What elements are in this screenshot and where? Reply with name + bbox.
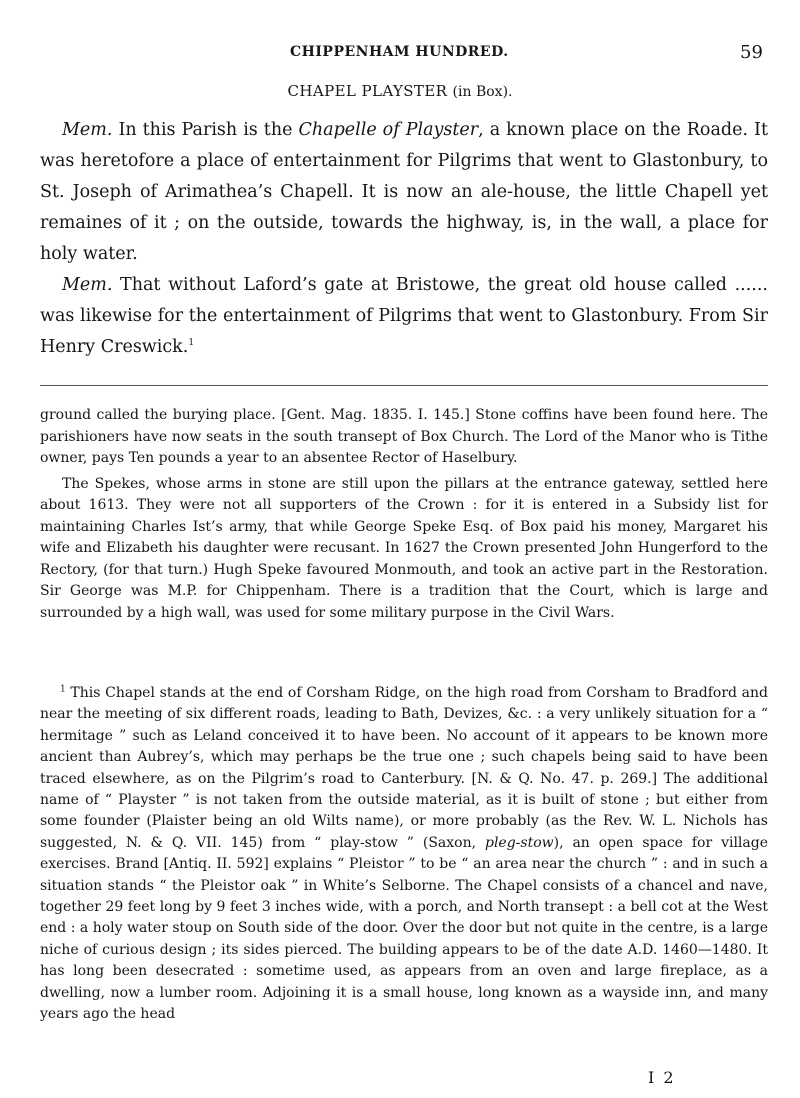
paragraph-text: In this Parish is the	[112, 120, 299, 140]
running-title: CHIPPENHAM HUNDRED.	[290, 44, 509, 60]
separator-rule	[40, 385, 768, 386]
running-head	[0, 44, 800, 68]
note-paragraph: ground called the burying place. [Gent. Mag. 1835. I. 145.] Stone coffins have been found here. The parishioners have now seats in the south transept of Box Church. The Lord of the Manor who is Tithe owner, pays Ten pounds a year to an absentee Rector of Haselbury.	[40, 407, 768, 466]
footnote-reference: 1	[188, 338, 195, 349]
memorandum-paragraph	[40, 115, 768, 270]
page-number: 59	[740, 42, 763, 63]
footnote-text: ), an open space for village exercises. Brand [Antiq. II. 592] explains “ Pleistor ” to be “ an area near the church ” : and in such a situation stands “ the Pleistor oak ” in White’s Selborne. The Chapel consists of a chancel and nave, together 29 feet long by 9 feet 3 inches wide, with a porch, and North transept : a bell cot at the West end : a holy water stoup on South side of the door. Over the door but not quite in the centre, is a large niche of curious design ; its sides pierced. The building appears to be of the date A.D. 1460—1480. It has long been desecrated : sometime used, as appears from an oven and large fireplace, as a dwelling, now a lumber room. Adjoining it is a small house, long known as a wayside inn, and many years ago the head	[40, 834, 769, 1023]
section-subtitle: (in Box).	[452, 84, 513, 100]
main-text	[40, 115, 768, 363]
footnote-mark: 1	[60, 684, 66, 695]
footnote-text: This Chapel stands at the end of Corsham Ridge, on the high road from Corsham to Bradford and near the meeting of six different roads, leading to Bath, Devizes, &c. : a very unlikely situation for a “ hermitage ” such as Leland conceived it to have been. No account of it appears to be known more ancient than Aubrey’s, which may perhaps be the true one ; such chapels being said to have been traced elsewhere, as on the Pilgrim’s road to Canterbury. [N. & Q. No. 47. p. 269.] The additional name of “ Playster ” is not taken from the outside material, as it is built of stone ; but either from some founder (Plaister being an old Wilts name), or more probably (as the Rev. W. L. Nichols has suggested, N. & Q. VII. 145) from “ play-stow ” (Saxon,	[40, 685, 768, 851]
mem-label: Mem.	[62, 120, 113, 140]
continued-note	[40, 405, 768, 624]
section-title	[0, 82, 800, 100]
paragraph-text: That without Laford’s gate at Bristowe, the great old house called ...... was likewise for the entertainment of Pilgrims that went to Glastonbury. From Sir Henry Creswick.	[40, 275, 768, 357]
signature-mark: I 2	[648, 1068, 676, 1087]
footnote	[40, 683, 768, 1026]
footnote-paragraph	[40, 683, 768, 1026]
paragraph-text: , a known place on the Roade. It was heretofore a place of entertainment for Pilgrims that went to Glastonbury, to St. Joseph of Arimathea’s Chapell. It is now an ale-house, the little Chapell yet remaines of it ; on the outside, towards the highway, is, in the wall, a place for holy water.	[40, 120, 768, 264]
italic-text: Chapelle of Playster	[298, 120, 479, 140]
memorandum-paragraph	[40, 270, 768, 363]
section-title-text: CHAPEL PLAYSTER	[287, 82, 448, 100]
italic-text: pleg-stow	[484, 834, 554, 851]
note-paragraph: The Spekes, whose arms in stone are still upon the pillars at the entrance gateway, settled here about 1613. They were not all supporters of the Crown : for it is entered in a Subsidy list for maintaining Charles Ist’s army, that while George Speke Esq. of Box paid his money, Margaret his wife and Elizabeth his daughter were recusant. In 1627 the Crown presented John Hungerford to the Rectory, (for that turn.) Hugh Speke favoured Monmouth, and took an active part in the Restoration. Sir George was M.P. for Chippenham. There is a tradition that the Court, which is large and surrounded by a high wall, was used for some military purpose in the Civil Wars.	[40, 475, 768, 621]
mem-label: Mem.	[62, 275, 113, 295]
